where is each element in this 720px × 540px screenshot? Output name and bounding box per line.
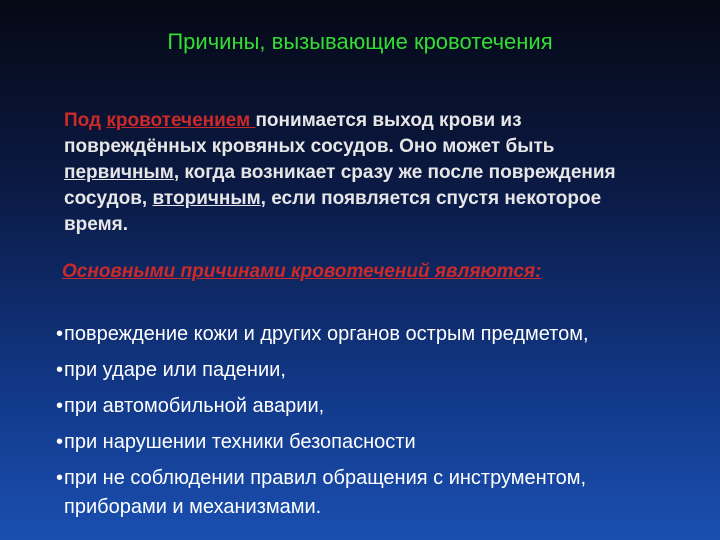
intro-paragraph (64, 108, 664, 238)
cause-item (56, 356, 676, 385)
intro-primary: первичным (64, 162, 174, 183)
intro-text-2: , когда возникает сразу же после повреждения сосудов, (64, 162, 616, 209)
cause-text: при не соблюдении правил обращения с инструментом, приборами и механизмами. (64, 467, 587, 518)
bullet-glyph: • (56, 467, 64, 489)
cause-text: при нарушении техники безопасности (64, 431, 416, 453)
cause-item (56, 428, 676, 457)
cause-item (56, 464, 676, 522)
intro-text-3: , если появляется спустя некоторое время. (64, 188, 602, 235)
bullet-glyph: • (56, 359, 64, 381)
causes-list (56, 320, 676, 529)
bullet-glyph: • (56, 323, 64, 345)
cause-text: повреждение кожи и других органов острым предметом, (64, 323, 589, 345)
bullet-glyph: • (56, 431, 64, 453)
cause-text: при автомобильной аварии, (64, 395, 325, 417)
cause-item (56, 320, 676, 349)
intro-term: кровотечением (106, 110, 256, 131)
causes-heading: Основными причинами кровотечений являются: (62, 261, 542, 282)
intro-lead: Под (64, 110, 107, 131)
intro-text-1: понимается выход крови из повреждённых кровяных сосудов. Оно может быть (64, 110, 555, 157)
bullet-glyph: • (56, 395, 64, 417)
slide-title: Причины, вызывающие кровотечения (167, 29, 553, 54)
cause-text: при ударе или падении, (64, 359, 286, 381)
intro-secondary: вторичным (152, 188, 261, 209)
cause-item (56, 392, 676, 421)
